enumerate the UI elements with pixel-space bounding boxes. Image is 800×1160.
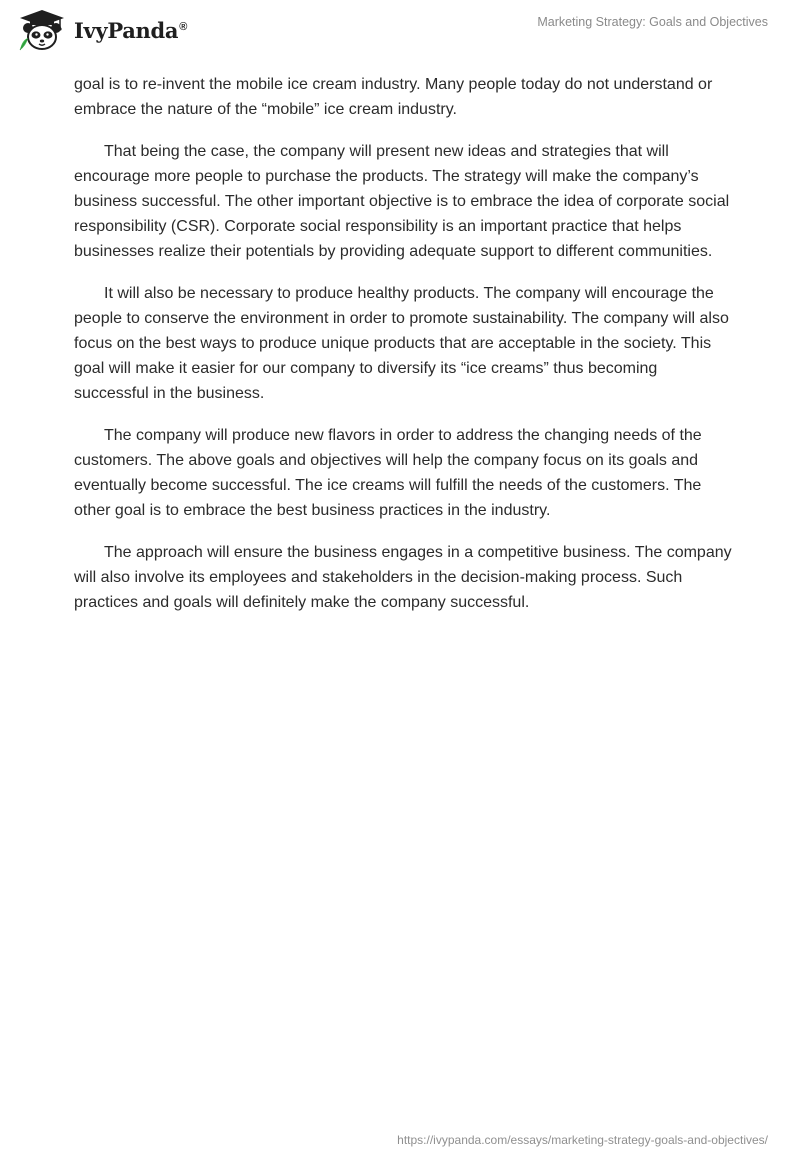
brand-name: IvyPanda® (74, 17, 188, 43)
essay-body (74, 72, 734, 632)
paragraph-4: The company will produce new flavors in order to address the changing needs of the customers. The above goals and objectives will help the company focus on its goals and eventually become successful. The ice creams will fulfill the needs of the customers. The other goal is to embrace the best business practices in the industry. (74, 427, 702, 519)
paragraph-3: It will also be necessary to produce healthy products. The company will encourage the people to conserve the environment in order to promote sustainability. The company will also focus on the best ways to produce unique products that are acceptable in the society. This goal will make it easier for our company to diversify its “ice creams” thus becoming successful in the business. (74, 285, 729, 402)
paragraph-5: The approach will ensure the business engages in a competitive business. The company will also involve its employees and stakeholders in the decision-making process. Such practices and goals will definitely make the company successful. (74, 544, 732, 611)
ivypanda-logo[interactable] (16, 8, 187, 52)
paragraph-2: That being the case, the company will present new ideas and strategies that will encourage more people to purchase the products. The strategy will make the company’s business successful. The other important objective is to embrace the idea of corporate social responsibility (CSR). Corporate social responsibility is an important practice that helps businesses realize their potentials by providing adequate support to different communities. (74, 143, 730, 260)
page-header (0, 0, 800, 60)
source-url-link[interactable]: https://ivypanda.com/essays/marketing-strategy-goals-and-objectives/ (397, 1133, 768, 1147)
panda-graduation-cap-icon (16, 8, 68, 52)
paragraph-1: goal is to re-invent the mobile ice cream industry. Many people today do not understand or embrace the nature of the “mobile” ice cream industry. (74, 76, 713, 118)
document-title: Marketing Strategy: Goals and Objectives (537, 15, 768, 29)
registered-mark: ® (179, 20, 188, 33)
